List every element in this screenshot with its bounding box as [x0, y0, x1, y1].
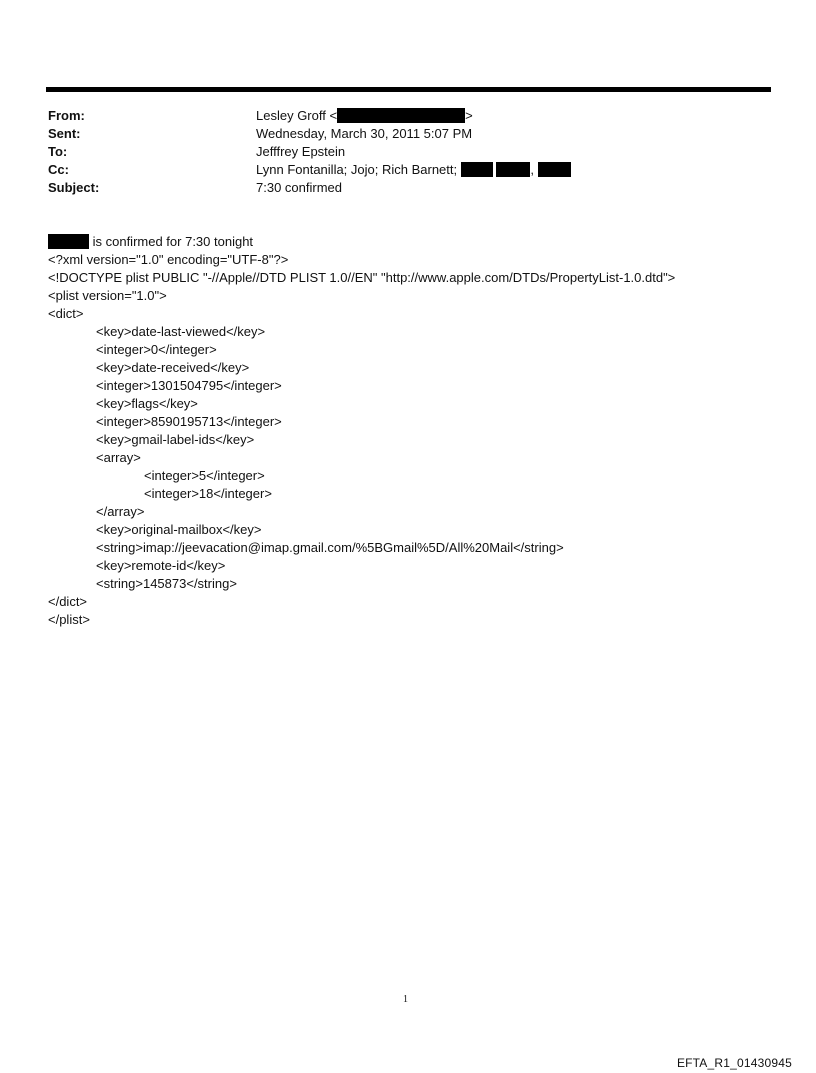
subject-row	[48, 179, 768, 197]
sender-email-close: >	[465, 108, 473, 123]
body-line: <string>145873</string>	[96, 576, 237, 591]
body-line: <integer>0</integer>	[96, 342, 217, 357]
sender-name: Lesley Groff <	[256, 108, 338, 123]
cc-label: Cc:	[48, 162, 69, 177]
from-value	[256, 107, 473, 125]
email-body	[48, 233, 788, 629]
page-number: 1	[403, 994, 408, 1005]
body-line: <integer>1301504795</integer>	[96, 378, 282, 393]
body-line: </array>	[96, 504, 145, 519]
to-value: Jefffrey Epstein	[256, 144, 346, 159]
body-line: <key>gmail-label-ids</key>	[96, 432, 255, 447]
redaction-block	[337, 108, 465, 123]
sent-row	[48, 125, 768, 143]
cc-separator: ,	[530, 162, 535, 177]
cc-row	[48, 161, 768, 179]
to-row	[48, 143, 768, 161]
body-first-line	[48, 233, 788, 251]
body-line: <key>date-last-viewed</key>	[96, 324, 266, 339]
sent-value: Wednesday, March 30, 2011 5:07 PM	[256, 126, 473, 141]
body-line: <key>original-mailbox</key>	[96, 522, 262, 537]
body-line: <integer>8590195713</integer>	[96, 414, 282, 429]
from-row	[48, 107, 768, 125]
redaction-block	[48, 234, 89, 249]
body-line: <?xml version="1.0" encoding="UTF-8"?>	[48, 252, 289, 267]
sent-label: Sent:	[48, 126, 81, 141]
body-line: <dict>	[48, 306, 84, 321]
to-label: To:	[48, 144, 68, 159]
body-line: <plist version="1.0">	[48, 288, 167, 303]
cc-recipients: Lynn Fontanilla; Jojo; Rich Barnett;	[256, 162, 458, 177]
subject-label: Subject:	[48, 180, 100, 195]
body-line: <string>imap://jeevacation@imap.gmail.com/%5BGmail%5D/All%20Mail</string>	[96, 540, 564, 555]
body-line: <key>flags</key>	[96, 396, 198, 411]
cc-value	[256, 161, 571, 179]
body-line: </dict>	[48, 594, 88, 609]
subject-value: 7:30 confirmed	[256, 180, 342, 195]
from-label: From:	[48, 108, 85, 123]
redaction-block	[461, 162, 493, 177]
redaction-block	[538, 162, 571, 177]
body-line: </plist>	[48, 612, 90, 627]
body-line: <integer>5</integer>	[144, 468, 265, 483]
body-line: <array>	[96, 450, 141, 465]
document-id: EFTA_R1_01430945	[676, 1056, 792, 1070]
body-line: <integer>18</integer>	[144, 486, 272, 501]
confirmation-text: is confirmed for 7:30 tonight	[89, 234, 254, 249]
header-divider	[46, 87, 771, 92]
body-line: <key>date-received</key>	[96, 360, 250, 375]
body-line: <!DOCTYPE plist PUBLIC "-//Apple//DTD PLIST 1.0//EN" "http://www.apple.com/DTDs/PropertyList-1.0.dtd">	[48, 270, 676, 285]
redaction-block	[496, 162, 530, 177]
email-header	[48, 107, 768, 197]
body-line: <key>remote-id</key>	[96, 558, 226, 573]
